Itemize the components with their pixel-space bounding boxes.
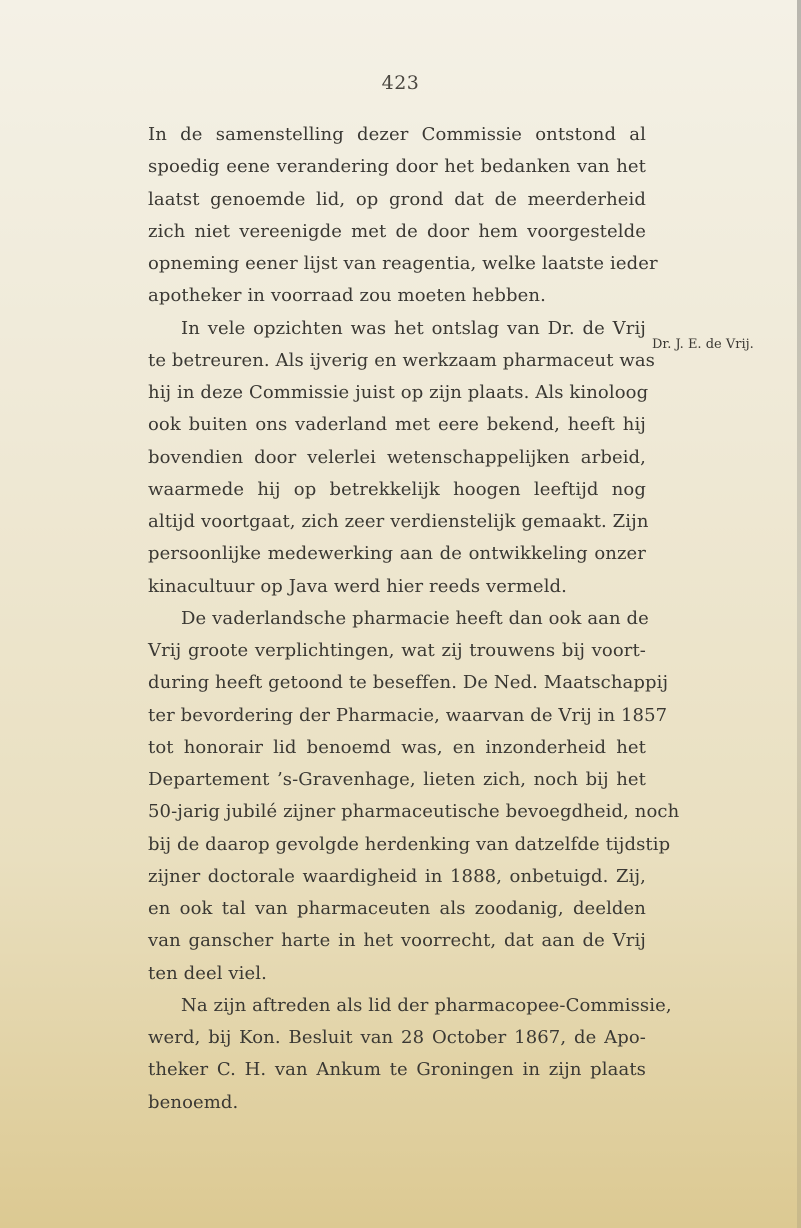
text-line: opneming eener lijst van reagentia, welke laatste ieder	[148, 253, 658, 274]
text-line: van ganscher harte in het voorrecht, dat aan de Vrij	[148, 930, 646, 952]
text-line: spoedig eene verandering door het bedanken van het	[148, 156, 646, 178]
text-line: hij in deze Commissie juist op zijn plaats. Als kinoloog	[148, 382, 649, 403]
text-line: apotheker in voorraad zou moeten hebben.	[148, 285, 546, 307]
text-line: during heeft getoond te beseffen. De Ned. Maatschappij	[148, 672, 669, 694]
text-line: In vele opzichten was het ontslag van Dr. de Vrij	[181, 317, 646, 339]
text-line: persoonlijke medewerking aan de ontwikkeling onzer	[148, 543, 646, 565]
text-line: ten deel viel.	[148, 962, 267, 984]
page-number: 423	[381, 72, 420, 94]
text-line: tot honorair lid benoemd was, en inzonderheid het	[148, 736, 646, 758]
text-line: Na zijn aftreden als lid der pharmacopee-Commissie,	[181, 994, 672, 1016]
text-line: De vaderlandsche pharmacie heeft dan ook aan de	[181, 607, 649, 629]
text-line: zijner doctorale waardigheid in 1888, onbetuigd. Zij,	[148, 865, 646, 887]
margin-note: Dr. J. E. de Vrij.	[652, 337, 754, 352]
text-line: theker C. H. van Ankum te Groningen in zijn plaats	[148, 1059, 646, 1081]
text-line: benoemd.	[148, 1091, 239, 1113]
text-line: werd, bij Kon. Besluit van 28 October 1867, de Apo-	[148, 1027, 646, 1048]
text-line: 50-jarig jubilé zijner pharmaceutische bevoegdheid, noch	[148, 801, 680, 823]
text-line: ook buiten ons vaderland met eere bekend, heeft hij	[148, 414, 646, 436]
text-line: bij de daarop gevolgde herdenking van datzelfde tijdstip	[148, 833, 671, 855]
text-line: In de samenstelling dezer Commissie ontstond al	[148, 124, 646, 145]
text-line: laatst genoemde lid, op grond dat de meerderheid	[148, 188, 646, 210]
text-line: te betreuren. Als ijverig en werkzaam pharmaceut was	[148, 349, 656, 371]
text-line: waarmede hij op betrekkelijk hoogen leeftijd nog	[148, 478, 646, 500]
body-text	[148, 119, 680, 1119]
text-line: bovendien door velerlei wetenschappelijken arbeid,	[148, 446, 646, 468]
text-line: altijd voortgaat, zich zeer verdienstelijk gemaakt. Zijn	[148, 511, 649, 532]
page-edge-shadow	[797, 0, 801, 1228]
text-line: kinacultuur op Java werd hier reeds vermeld.	[148, 575, 567, 597]
text-line: en ook tal van pharmaceuten als zoodanig, deelden	[148, 898, 646, 919]
text-line: zich niet vereenigde met de door hem voorgestelde	[148, 220, 646, 242]
text-line: Departement ’s-Gravenhage, lieten zich, noch bij het	[148, 769, 646, 790]
text-line: Vrij groote verplichtingen, wat zij trouwens bij voort-	[148, 640, 646, 661]
text-line: ter bevordering der Pharmacie, waarvan de Vrij in 1857	[148, 704, 668, 726]
